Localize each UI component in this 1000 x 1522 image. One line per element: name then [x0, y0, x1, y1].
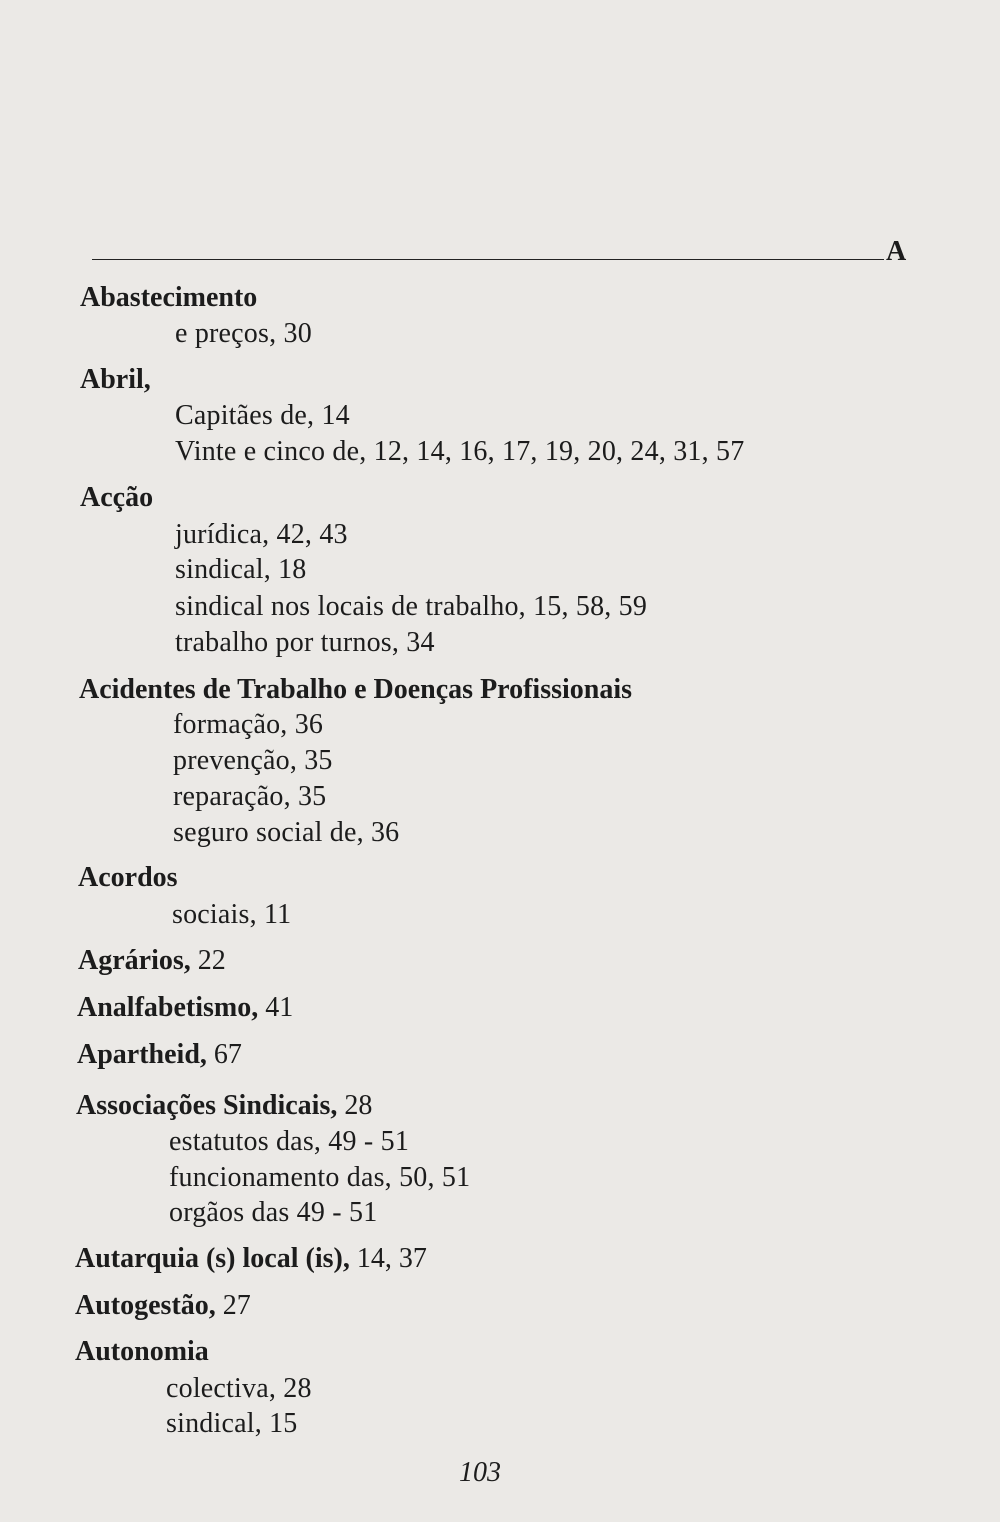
entry-subitem: jurídica, 42, 43	[175, 519, 348, 550]
index-entry-analfabetismo	[77, 991, 293, 1025]
entry-subitem: estatutos das, 49 - 51	[169, 1126, 410, 1157]
entry-subitem: trabalho por turnos, 34	[175, 627, 435, 658]
entry-subitem: sindical nos locais de trabalho, 15, 58, 59	[175, 591, 648, 622]
entry-term: Autogestão,	[75, 1290, 216, 1321]
entry-refs: 27	[222, 1290, 251, 1321]
index-entry-abril	[80, 363, 151, 397]
index-entry-acidentes	[79, 673, 632, 707]
entry-term: Apartheid,	[77, 1039, 207, 1070]
entry-subitem: prevenção, 35	[173, 745, 333, 776]
entry-subitem: colectiva, 28	[166, 1373, 312, 1404]
entry-term: Acção	[80, 482, 154, 513]
entry-term: Associações Sindicais,	[76, 1090, 338, 1121]
index-entry-accao	[80, 481, 153, 515]
entry-term: Acordos	[78, 862, 178, 893]
entry-term: Analfabetismo,	[77, 992, 259, 1023]
entry-refs: 41	[265, 992, 294, 1023]
index-entry-associacoes-sindicais	[76, 1089, 372, 1123]
entry-refs: 28	[344, 1090, 373, 1121]
entry-subitem: Capitães de, 14	[175, 400, 350, 431]
entry-refs: 67	[213, 1039, 242, 1070]
index-entry-agrarios	[78, 944, 226, 978]
entry-subitem: seguro social de, 36	[173, 817, 400, 848]
entry-subitem: reparação, 35	[173, 781, 327, 812]
entry-term: Acidentes de Trabalho e Doenças Profissionais	[79, 674, 633, 705]
entry-refs: 22	[197, 945, 226, 976]
index-entry-acordos	[78, 861, 178, 895]
entry-term: Abril,	[80, 364, 151, 395]
page-number: 103	[459, 1457, 501, 1488]
entry-subitem: orgãos das 49 - 51	[169, 1197, 378, 1228]
index-entry-autonomia	[75, 1335, 209, 1369]
entry-subitem: e preços, 30	[175, 318, 312, 349]
entry-subitem: sindical, 15	[166, 1408, 298, 1439]
entry-subitem: formação, 36	[173, 709, 324, 740]
entry-subitem: funcionamento das, 50, 51	[169, 1162, 471, 1193]
entry-subitem: sindical, 18	[175, 554, 307, 585]
index-entry-autarquia	[75, 1242, 427, 1276]
entry-term: Autarquia (s) local (is),	[75, 1243, 350, 1274]
entry-subitem: sociais, 11	[172, 899, 292, 930]
entry-term: Abastecimento	[80, 282, 258, 313]
index-entry-autogestao	[75, 1289, 251, 1323]
index-entry-abastecimento	[80, 281, 257, 315]
entry-refs: 14, 37	[356, 1243, 427, 1274]
index-entry-apartheid	[77, 1038, 242, 1072]
entry-subitem: Vinte e cinco de, 12, 14, 16, 17, 19, 20, 24, 31, 57	[175, 436, 745, 467]
section-divider-line	[92, 259, 884, 260]
section-letter: A	[886, 236, 907, 267]
entry-term: Agrários,	[78, 945, 191, 976]
entry-term: Autonomia	[75, 1336, 209, 1367]
